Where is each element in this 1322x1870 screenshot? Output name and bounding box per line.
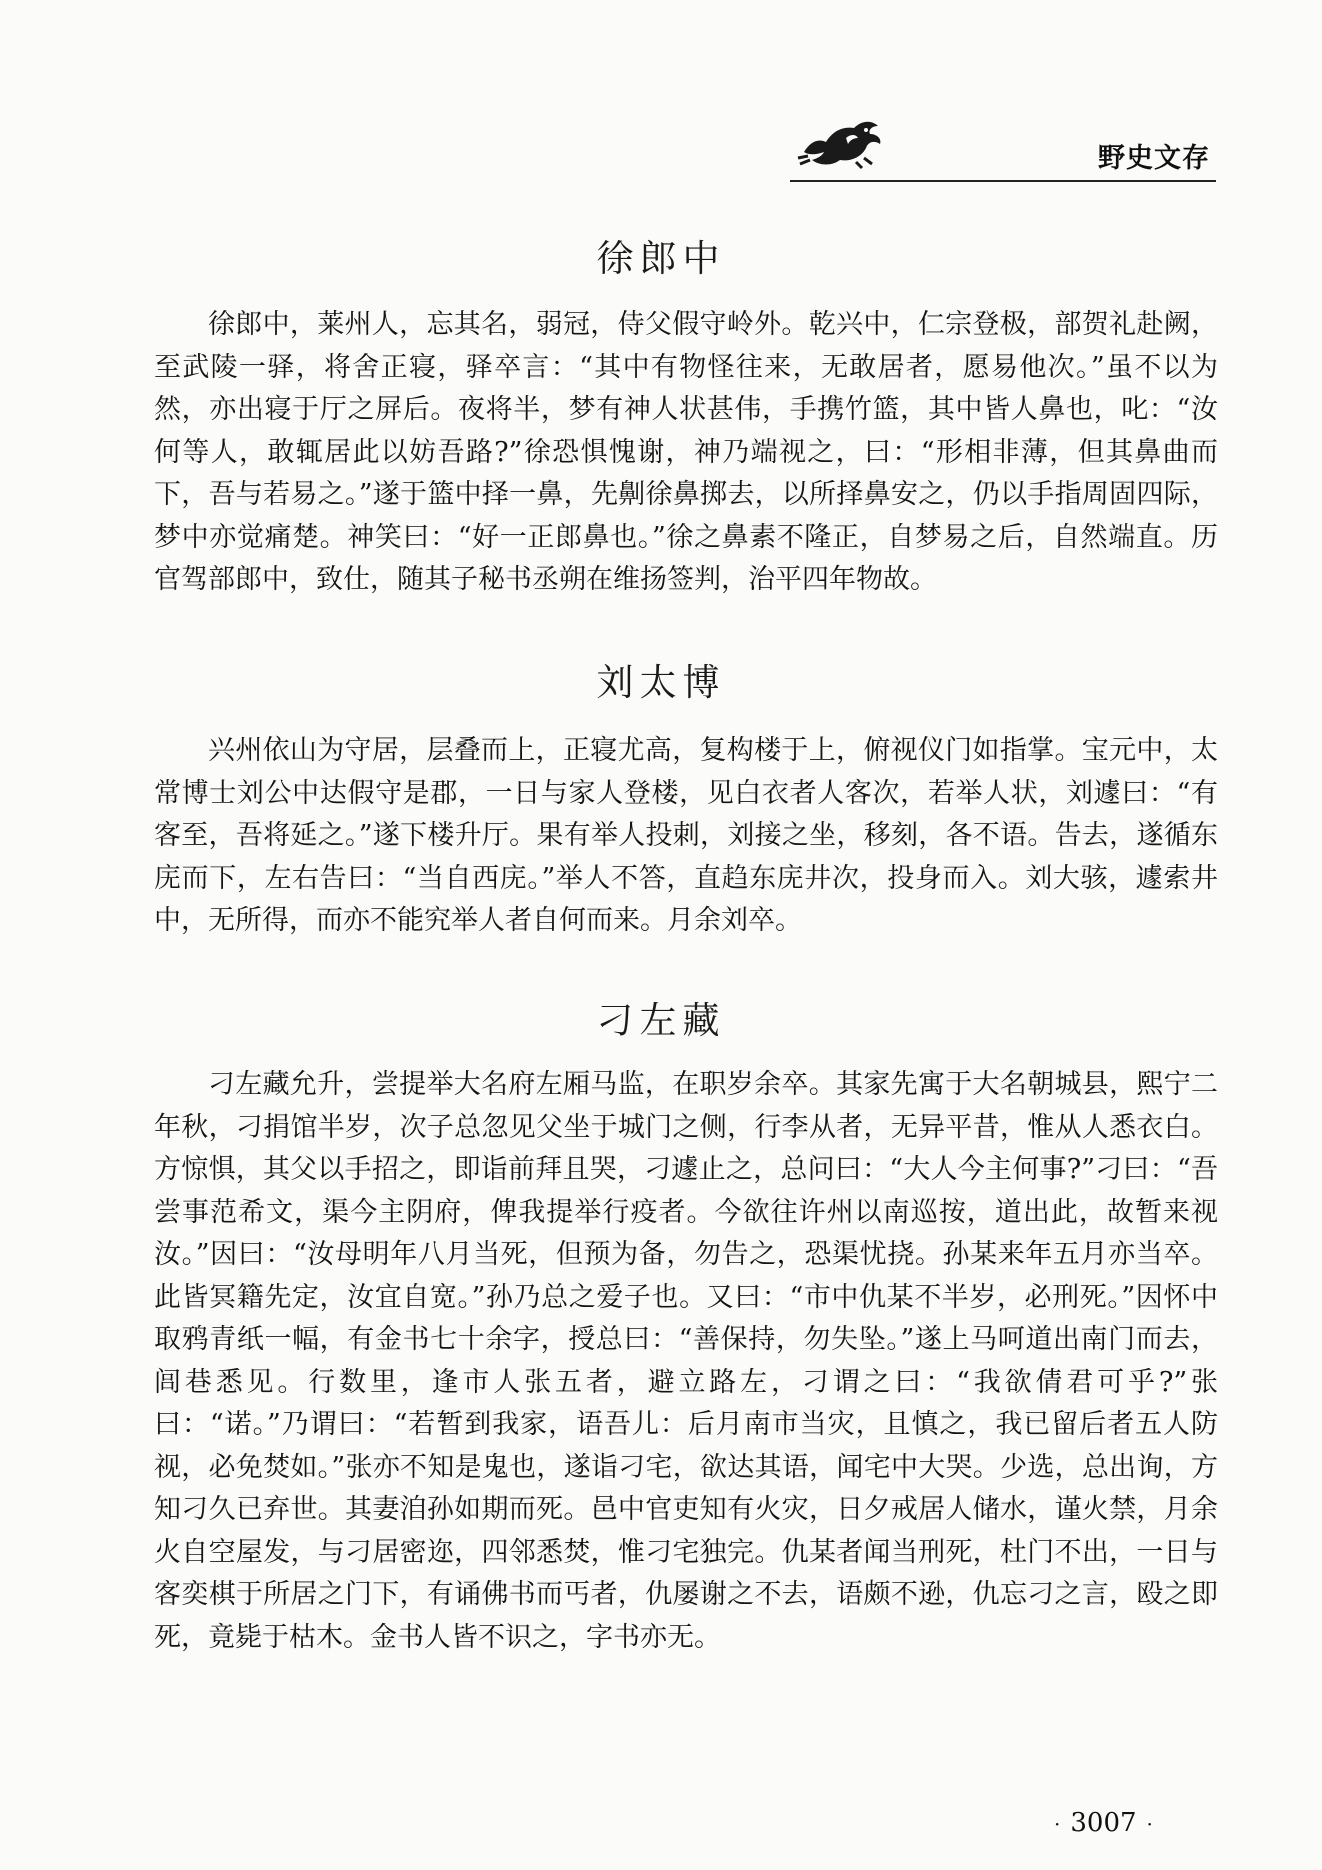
article-title: 刘太博 [596,661,726,704]
page-number-dot-left: · [1054,1812,1061,1836]
article-title: 徐郎中 [596,237,726,280]
article-body: 兴州依山为守居，层叠而上，正寝尤高，复构楼于上，俯视仪门如指掌。宝元中，太常博士刘公中达假守是郡，一日与家人登楼，见白衣者人客次，若举人状，刘遽曰：“有客至，吾将延之。”遂下楼升厅。果有举人投刺，刘接之坐，移刻，各不语。告去，遂循东庑而下，左右告曰：“当自西庑。”举人不答，直趋东庑井次，投身而入。刘大骇，遽索井中，无所得，而亦不能究举人者自何而来。月余刘卒。 [154,735,1218,936]
page-number-value: 3007 [1070,1808,1137,1838]
page-header [796,96,1216,182]
series-title: 野史文存 [1098,143,1210,174]
article-body: 刁左藏允升，尝提举大名府左厢马监，在职岁余卒。其家先寓于大名朝城县，熙宁二年秋，刁捐馆半岁，次子总忽见父坐于城门之侧，行李从者，无异平昔，惟从人悉衣白。方惊惧，其父以手招之，即诣前拜且哭，刁遽止之，总问曰：“大人今主何事?”刁曰：“吾尝事范希文，渠今主阴府，俾我提举行疫者。今欲往许州以南巡按，道出此，故暂来视汝。”因曰：“汝母明年八月当死，但预为备，勿告之，恐渠忧挠。孙某来年五月亦当卒。此皆冥籍先定，汝宜自宽。”孙乃总之爱子也。又曰：“市中仇某不半岁，必刑死。”因怀中取鸦青纸一幅，有金书七十余字，授总曰：“善保持，勿失坠。”遂上马呵道出南门而去，闾巷悉见。行数里，逢市人张五者，避立路左，刁谓之曰：“我欲倩君可乎?”张曰：“诺。”乃谓曰：“若暂到我家，语吾儿：后月南市当灾，且慎之，我已留后者五人防视，必免焚如。”张亦不知是鬼也，遂诣刁宅，欲达其语，闻宅中大哭。少选，总出询，方知刁久已弃世。其妻洎孙如期而死。邑中官吏知有火灾，日夕戒居人储水，谨火禁，月余火自空屋发，与刁居密迩，四邻悉焚，惟刁宅独完。仇某者闻当刑死，杜门不出，一日与客奕棋于所居之门下，有诵佛书而丐者，仇屡谢之不去，语颇不逊，仇忘刁之言，殴之即死，竟毙于枯木。金书人皆不识之，字书亦无。 [154,1069,1218,1653]
article-body: 徐郎中，莱州人，忘其名，弱冠，侍父假守岭外。乾兴中，仁宗登极，部贺礼赴阙，至武陵一驿，将舍正寝，驿卒言：“其中有物怪往来，无敢居者，愿易他次。”虽不以为然，亦出寝于厅之屏后。夜将半，梦有神人状甚伟，手携竹篮，其中皆人鼻也，叱：“汝何等人，敢辄居此以妨吾路?”徐恐惧愧谢，神乃端视之，曰：“形相非薄，但其鼻曲而下，吾与若易之。”遂于篮中择一鼻，先劓徐鼻掷去，以所择鼻安之，仍以手指周固四际，梦中亦觉痛楚。神笑曰：“好一正郎鼻也。”徐之鼻素不隆正，自梦易之后，自然端直。历官驾部郎中，致仕，随其子秘书丞朔在维扬签判，治平四年物故。 [154,309,1218,595]
header-divider [790,180,1216,182]
dragon-emblem-icon [796,112,888,170]
article-title: 刁左藏 [596,999,726,1042]
page-number [1044,1808,1163,1838]
page-number-dot-right: · [1146,1812,1153,1836]
